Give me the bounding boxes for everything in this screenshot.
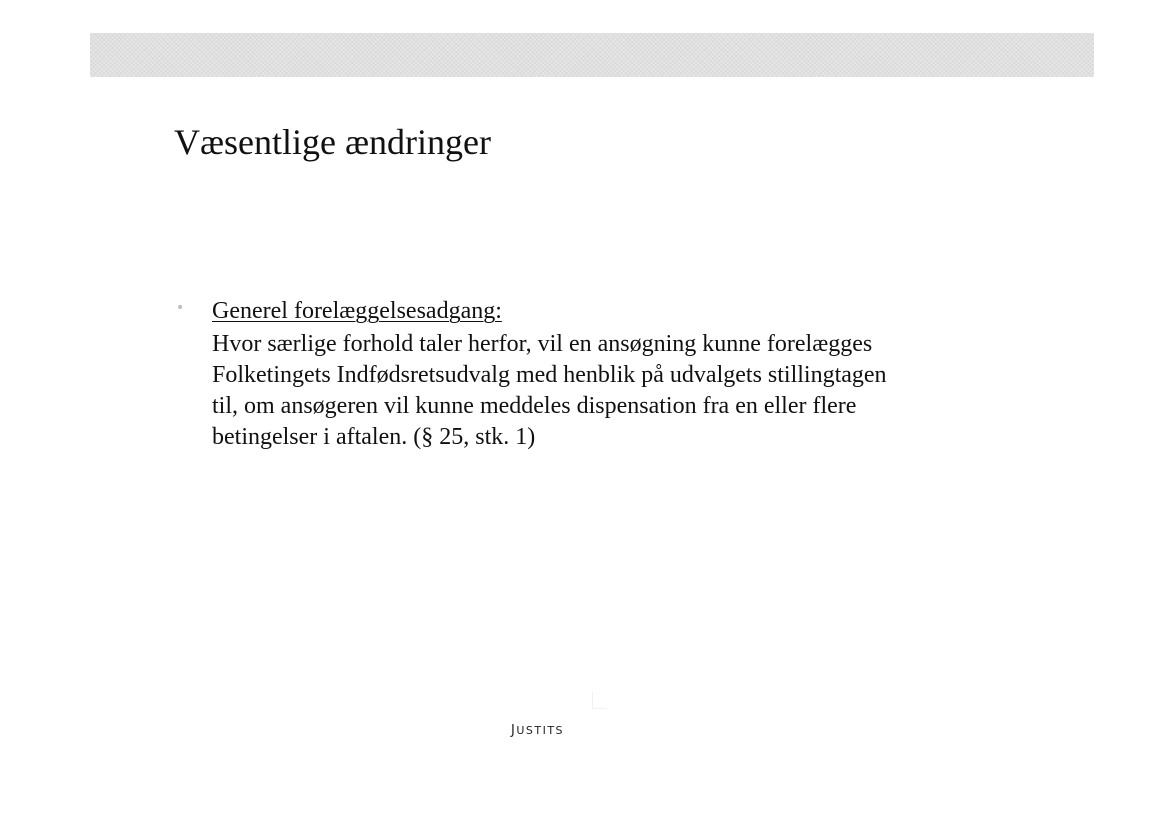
footer-logo	[511, 723, 564, 738]
body-line: Folketingets Indfødsretsudvalg med henblik på udvalgets stillingtagen	[212, 362, 887, 388]
bullet-heading: Generel forelæggelsesadgang:	[212, 298, 502, 324]
footer-logo-text: USTITS	[516, 724, 565, 737]
header-band	[90, 33, 1094, 77]
crest-icon	[592, 692, 607, 709]
bullet-icon: •	[176, 300, 185, 316]
body-line: Hvor særlige forhold taler herfor, vil en ansøgning kunne forelægges	[212, 331, 873, 357]
slide-title: Væsentlige ændringer	[174, 122, 491, 162]
bullet-body	[212, 329, 1072, 453]
bullet-block	[176, 296, 1072, 453]
body-line: til, om ansøgeren vil kunne meddeles dispensation fra en eller flere	[212, 393, 857, 419]
body-line: betingelser i aftalen. (§ 25, stk. 1)	[212, 424, 536, 450]
footer-logo-initial: J	[511, 723, 517, 738]
